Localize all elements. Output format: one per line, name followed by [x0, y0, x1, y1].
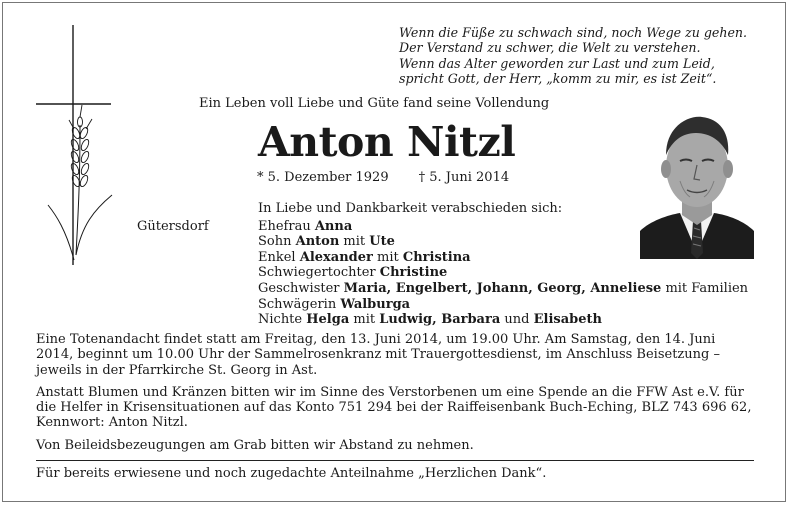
poem-line: spricht Gott, der Herr, „komm zu mir, es ist Zeit“.	[399, 71, 717, 87]
family-text: Schwiegertochter	[258, 265, 380, 281]
family-text: Sohn	[258, 234, 296, 250]
thanks-line: Für bereits erwiesene und noch zugedachte Anteilnahme „Herzlichen Dank“.	[36, 466, 547, 481]
family-text: Enkel	[258, 249, 300, 265]
family-intro: In Liebe und Dankbarkeit verabschieden sich:	[258, 201, 563, 216]
family-text: mit	[339, 234, 370, 250]
family-text: mit	[349, 312, 380, 328]
family-text: mit	[372, 249, 403, 265]
family-name-bold: Walburga	[340, 296, 411, 312]
family-name-bold: Anton	[295, 234, 340, 250]
place-name: Gütersdorf	[137, 219, 209, 234]
family-member	[258, 250, 748, 266]
family-name-bold: Christina	[402, 249, 471, 265]
poem-line: Wenn das Alter geworden zur Last und zum Leid,	[399, 55, 715, 71]
family-member	[258, 234, 748, 250]
poem	[399, 25, 769, 87]
condolence-paragraph: Von Beileidsbezeugungen am Grab bitten wir Abstand zu nehmen.	[36, 437, 474, 453]
family-member	[258, 312, 748, 328]
life-dates	[257, 170, 509, 185]
poem-line: Wenn die Füße zu schwach sind, noch Wege zu gehen.	[399, 25, 748, 40]
birth-date: * 5. Dezember 1929	[257, 170, 389, 185]
family-name-bold: Maria, Engelbert, Johann, Georg, Anneliese	[343, 280, 662, 296]
poem-line: Der Verstand zu schwer, die Welt zu verstehen.	[399, 40, 701, 56]
family-list	[258, 201, 748, 328]
family-text: mit Familien	[661, 280, 749, 296]
family-name-bold: Helga	[306, 312, 350, 328]
family-member	[258, 265, 748, 281]
family-name-bold: Ute	[369, 234, 395, 250]
family-text: Ehefrau	[258, 218, 315, 234]
family-name-bold: Christine	[379, 265, 448, 281]
deceased-name: Anton Nitzl	[258, 118, 516, 166]
intro-line: Ein Leben voll Liebe und Güte fand seine Vollendung	[199, 96, 550, 111]
family-name-bold: Ludwig, Barbara	[379, 312, 501, 328]
family-text: und	[500, 312, 534, 328]
death-date: † 5. Juni 2014	[418, 170, 510, 185]
family-name-bold: Elisabeth	[533, 312, 602, 328]
family-member	[258, 297, 748, 313]
family-member	[258, 281, 748, 297]
service-paragraph: Eine Totenandacht findet statt am Freitag, den 13. Juni 2014, um 19.00 Uhr. Am Samstag, den 14. Juni 2014, beginnt um 10.00 Uhr der Sammelrosenkranz mit Trauergottesdienst, im Anschluss Beisetzung – jeweils in der Pfarrkirche St. Georg in Ast.	[36, 332, 720, 378]
divider	[36, 460, 754, 461]
family-text: Nichte	[258, 312, 307, 328]
family-member	[258, 219, 748, 235]
family-name-bold: Anna	[314, 218, 353, 234]
donation-paragraph: Anstatt Blumen und Kränzen bitten wir im Sinne des Verstorbenen um eine Spende an die FFW Ast e.V. für die Helfer in Krisensituationen auf das Konto 751 294 bei der Raiffeisenbank Buch-Eching, BLZ 743 696 62, Kennwort: Anton Nitzl.	[36, 384, 752, 431]
cross-with-wheat-icon	[36, 25, 146, 275]
family-text: Geschwister	[258, 280, 344, 296]
notice-body	[36, 332, 756, 460]
family-text: Schwägerin	[258, 296, 341, 312]
family-name-bold: Alexander	[299, 249, 373, 265]
